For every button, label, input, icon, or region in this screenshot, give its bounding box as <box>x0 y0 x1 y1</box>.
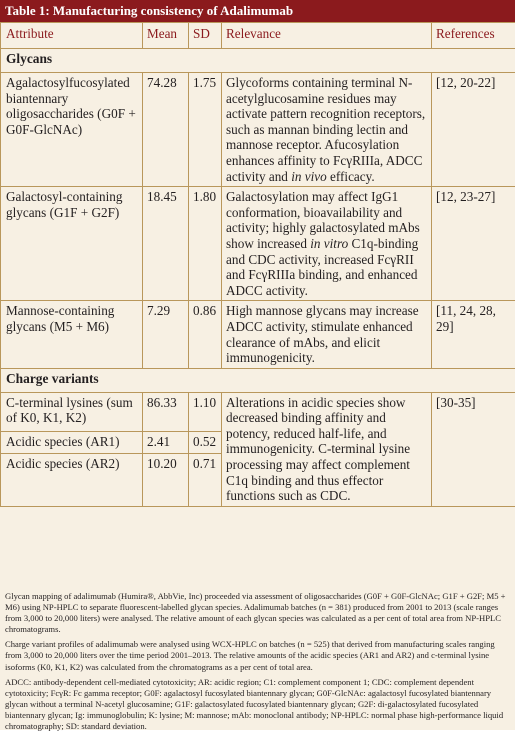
header-sd: SD <box>189 23 222 49</box>
cell-sd: 1.80 <box>189 187 222 301</box>
cell-references: [12, 23-27] <box>432 187 515 301</box>
table-row <box>1 392 515 431</box>
cell-relevance <box>222 187 432 301</box>
cell-references: [30-35] <box>432 392 515 506</box>
section-row-glycans <box>1 49 515 73</box>
cell-references: [12, 20-22] <box>432 73 515 187</box>
table-title: Table 1: Manufacturing consistency of Adalimumab <box>0 0 515 22</box>
cell-relevance: High mannose glycans may increase ADCC activity, stimulate enhanced clearance of mAbs, and elicit immunogenicity. <box>222 301 432 368</box>
cell-mean: 7.29 <box>143 301 189 368</box>
relevance-italic: in vivo <box>291 169 327 184</box>
cell-attribute: Acidic species (AR2) <box>1 453 143 506</box>
section-glycans: Glycans <box>1 49 515 73</box>
header-mean: Mean <box>143 23 189 49</box>
consistency-table <box>0 22 515 507</box>
cell-mean: 18.45 <box>143 187 189 301</box>
cell-sd: 0.86 <box>189 301 222 368</box>
cell-attribute: Mannose-containing glycans (M5 + M6) <box>1 301 143 368</box>
table-row <box>1 187 515 301</box>
relevance-text-end: efficacy. <box>330 169 375 184</box>
footnote-abbreviations: ADCC: antibody-dependent cell-mediated cytotoxicity; AR: acidic region; C1: complement component 1; CDC: complement dependent cytotoxicity; FcγR: Fc gamma receptor; G0F: agalactosyl fucosylated biantennary glycan; G0F-GlcNAc: agalactosyl fucosylated biantennary glycan without a terminal N-acetyl glucosamine; G1F: galactosylated fucosylated biantennary glycan; G2F: di-galactosylated fucosylated biantennary glycan; Ig: immunoglobulin; K: lysine; M: mannose; mAb: monoclonal antibody; NP-HPLC: normal phase high-performance liquid chromatography; SD: standard deviation. <box>5 677 510 732</box>
cell-sd: 1.75 <box>189 73 222 187</box>
relevance-text: Glycoforms containing terminal N-acetylglucosamine residues may activate pattern recognition receptors, such as mannan binding lectin and mannose receptor. Afucosylation enhances affinity to FcγRIIIa, ADCC activity and <box>226 75 425 184</box>
cell-sd: 0.52 <box>189 431 222 453</box>
header-attribute: Attribute <box>1 23 143 49</box>
cell-mean: 86.33 <box>143 392 189 431</box>
cell-relevance <box>222 73 432 187</box>
relevance-italic: in vitro <box>310 236 348 251</box>
footnote-charge: Charge variant profiles of adalimumab were analysed using WCX-HPLC on batches (n = 525) that derived from manufacturing scales ranging from 3,000 to 20,000 liters over the time period 2001–2013. The relative amounts of the acidic species (AR1 and AR2) and c-terminal lysine isoforms (K0, K1, K2) was calculated from the chromatograms as a per cent of total area. <box>5 639 510 672</box>
cell-attribute: Agalactosylfucosylated biantennary oligosaccharides (G0F + G0F-GlcNAc) <box>1 73 143 187</box>
table-row <box>1 301 515 368</box>
relevance-text-end: C1q-binding and CDC activity, increased FcγRII and FcγRIIIa binding, and enhanced ADCC activity. <box>226 236 418 298</box>
cell-attribute: C-terminal lysines (sum of K0, K1, K2) <box>1 392 143 431</box>
relevance-text: Galactosylation may affect IgG1 conformation, bioavailability and activity; highly galactosylated mAbs show increased <box>226 189 420 251</box>
footnote-glycan: Glycan mapping of adalimumab (Humira®, AbbVie, Inc) proceeded via assessment of oligosaccharides (G0F + G0F-GlcNAc; G1F + G2F; M5 + M6) using NP-HPLC to separate fluorescent-labelled glycan species. Adalimumab batches (n = 381) produced from 2001 to 2013 (scale ranges from 3,000 to 20,000 liters) were analysed. The relative amount of each glycan species was calculated as a per cent of total area from NP-HPLC chromatograms. <box>5 591 510 635</box>
cell-references: [11, 24, 28, 29] <box>432 301 515 368</box>
cell-mean: 74.28 <box>143 73 189 187</box>
cell-attribute: Galactosyl-containing glycans (G1F + G2F) <box>1 187 143 301</box>
cell-mean: 2.41 <box>143 431 189 453</box>
cell-relevance-charge: Alterations in acidic species show decreased binding affinity and potency, reduced half-life, and immunogenicity. C-terminal lysine processing may affect complement C1q binding and thus effector functions such as CDC. <box>222 392 432 506</box>
header-references: References <box>432 23 515 49</box>
section-row-charge-variants <box>1 368 515 392</box>
cell-mean: 10.20 <box>143 453 189 506</box>
section-charge-variants: Charge variants <box>1 368 515 392</box>
cell-attribute: Acidic species (AR1) <box>1 431 143 453</box>
table-footnotes <box>5 591 510 736</box>
header-relevance: Relevance <box>222 23 432 49</box>
cell-sd: 1.10 <box>189 392 222 431</box>
table-row <box>1 73 515 187</box>
header-row <box>1 23 515 49</box>
cell-sd: 0.71 <box>189 453 222 506</box>
